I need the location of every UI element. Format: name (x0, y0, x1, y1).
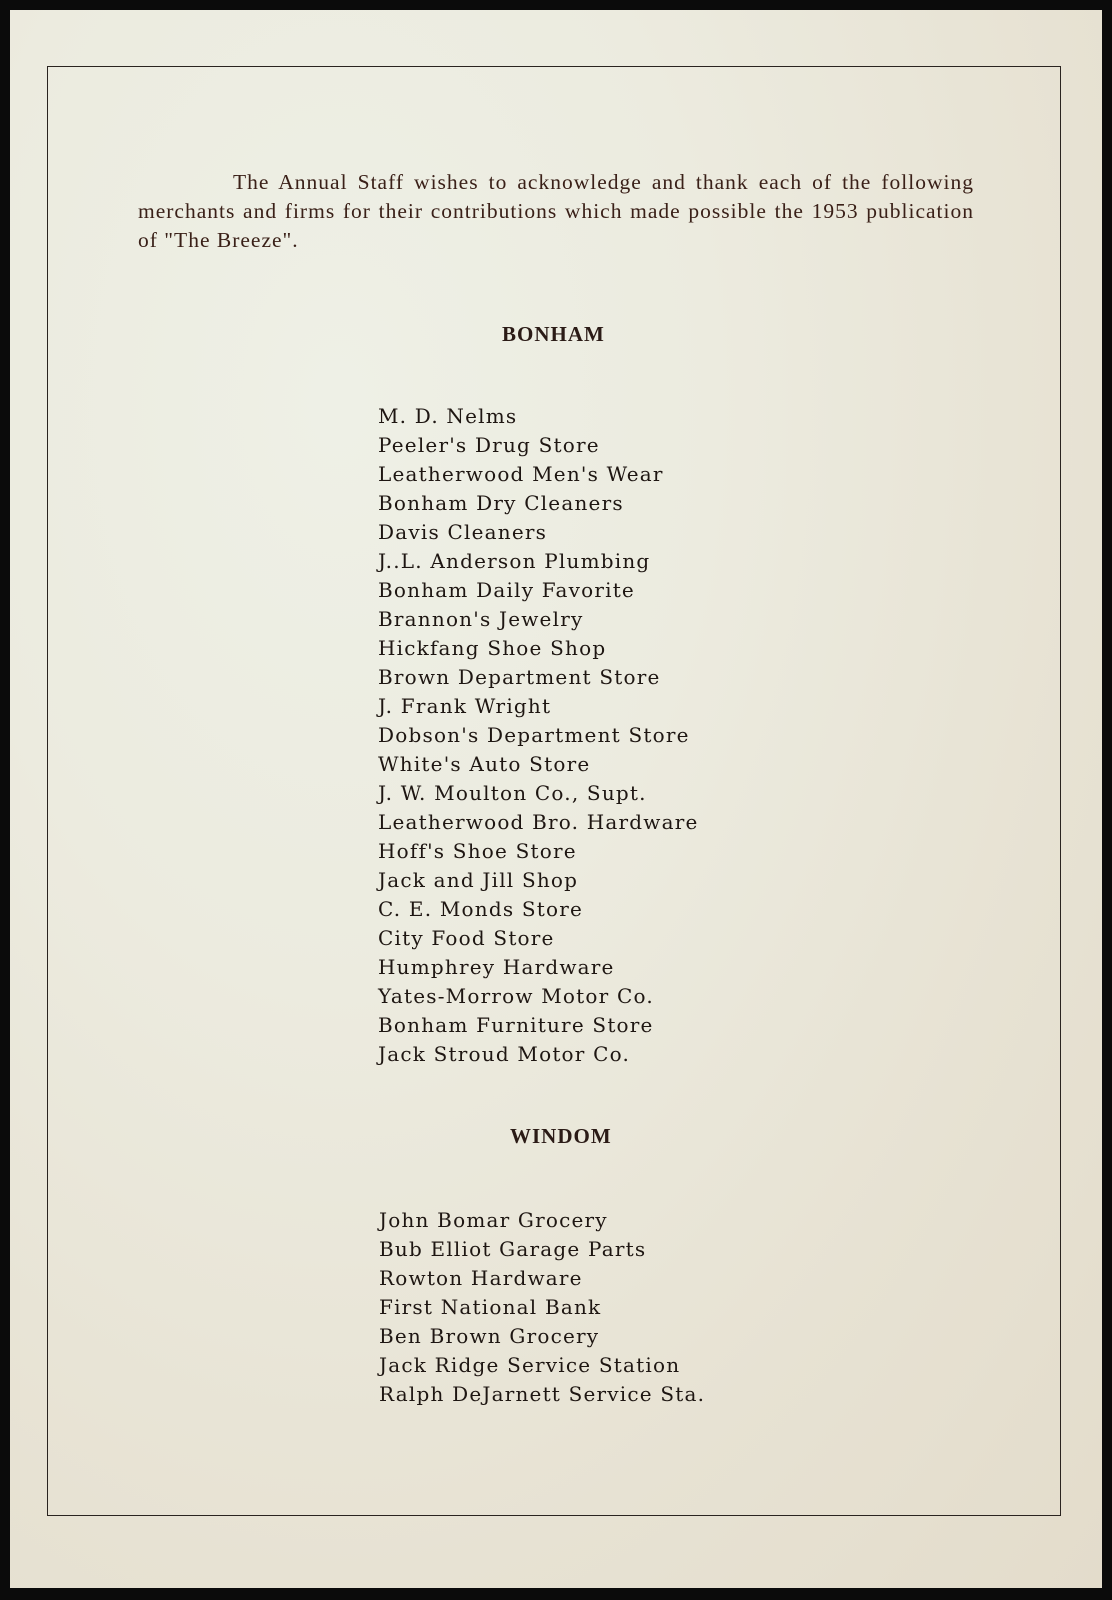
merchant-item: Ben Brown Grocery (379, 1324, 600, 1348)
merchant-item: White's Auto Store (378, 752, 591, 776)
merchant-item: J. Frank Wright (378, 694, 552, 718)
windom-merchant-list (379, 1206, 705, 1409)
merchant-item: John Bomar Grocery (379, 1208, 608, 1232)
merchant-item: Peeler's Drug Store (378, 433, 600, 457)
merchant-item: Jack Ridge Service Station (379, 1353, 681, 1377)
merchant-item: Brown Department Store (378, 665, 661, 689)
windom-heading: WINDOM (510, 1124, 612, 1148)
merchant-item: Rowton Hardware (379, 1266, 583, 1290)
acknowledgement-paragraph: The Annual Staff wishes to acknowledge and thank each of the following merchants and firms for their contributions which made possible the 1953 publication of "The Breeze". (138, 170, 974, 252)
merchant-item: Bonham Daily Favorite (378, 578, 635, 602)
merchant-item: City Food Store (378, 926, 555, 950)
merchant-item: Humphrey Hardware (378, 955, 615, 979)
merchant-item: Jack and Jill Shop (378, 868, 579, 892)
merchant-item: J..L. Anderson Plumbing (378, 549, 651, 573)
merchant-item: First National Bank (379, 1295, 602, 1319)
merchant-item: Yates-Morrow Motor Co. (378, 984, 654, 1008)
merchant-item: Hickfang Shoe Shop (378, 636, 607, 660)
merchant-item: Ralph DeJarnett Service Sta. (379, 1382, 706, 1406)
merchant-item: Bub Elliot Garage Parts (379, 1237, 647, 1261)
bonham-merchant-list (378, 402, 699, 1069)
bonham-heading: BONHAM (502, 322, 605, 346)
merchant-item: C. E. Monds Store (378, 897, 584, 921)
merchant-item: Jack Stroud Motor Co. (378, 1042, 631, 1066)
merchant-item: J. W. Moulton Co., Supt. (378, 781, 647, 805)
merchant-item: Bonham Dry Cleaners (378, 491, 624, 515)
merchant-item: Brannon's Jewelry (378, 607, 584, 631)
merchant-item: M. D. Nelms (378, 404, 518, 428)
merchant-item: Leatherwood Men's Wear (378, 462, 664, 486)
merchant-item: Davis Cleaners (378, 520, 548, 544)
merchant-item: Hoff's Shoe Store (378, 839, 577, 863)
merchant-item: Bonham Furniture Store (378, 1013, 654, 1037)
merchant-item: Dobson's Department Store (378, 723, 690, 747)
merchant-item: Leatherwood Bro. Hardware (378, 810, 699, 834)
